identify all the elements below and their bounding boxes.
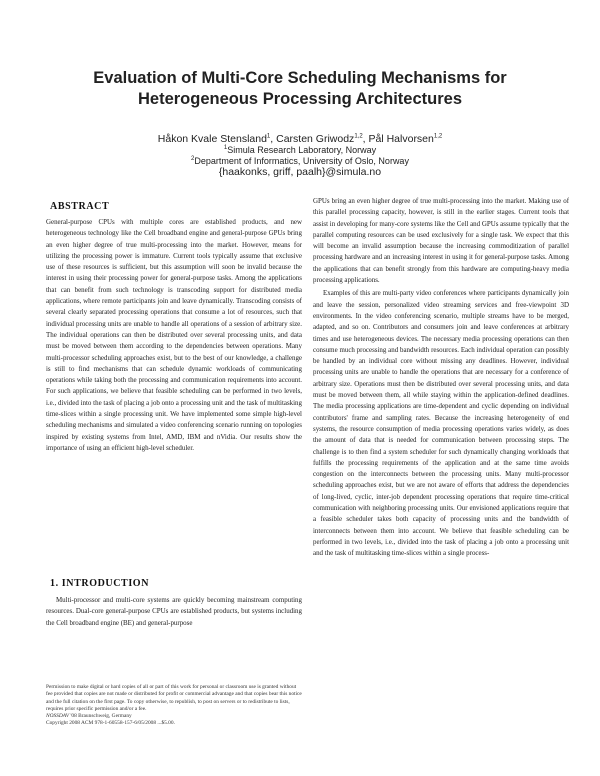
- author-emails: {haakonks, griff, paalh}@simula.no: [218, 166, 382, 178]
- author-affiliation-mark: 1: [266, 133, 271, 140]
- venue-location: '08 Braunschweig, Germany: [69, 713, 132, 720]
- permission-notice: [46, 684, 304, 728]
- abstract-heading: ABSTRACT: [50, 201, 110, 212]
- author-name: Carsten Griwodz: [276, 133, 355, 145]
- copyright-line: Copyright 2008 ACM 978-1-60558-157-6/05/2008 ...$5.00.: [46, 720, 175, 727]
- affiliation-text: Department of Informatics, University of Oslo, Norway: [194, 156, 409, 166]
- introduction-body-right: [313, 196, 569, 756]
- paper-title: [40, 68, 560, 110]
- author-separator: ,: [270, 133, 277, 145]
- author-name: Pål Halvorsen: [368, 133, 434, 145]
- introduction-paragraph: Examples of this are multi-party video conferences where participants dynamically join and leave the session, personalized video streaming services and free-viewpoint 3D environments. In the video conferencing scenario, multiple streams have to be merged, adapted, and so on. Contributors and consumers join and leave conferences at arbitrary times and use heterogeneous devices. The necessary media processing operations can then consume much processing and bandwidth resources. Each individual operation can possibly be handled by an individual core without missing any deadlines. However, individual processing units are unable to handle the operations that are necessary for a conference of arbitrary size. Operations must then be distributed over several processing units, and data must be moved between them, all while staying within the application-defined deadlines. The media processing applications are time-dependent and cyclic depending on individual contributors' frame and sampling rates. Because the increasing heterogeneity of end systems, the resource consumption of media processing operations varies widely, as does the amount of data that is needed for communication between processing steps. The challenge is to then find a system scheduler for such dynamically changing workloads that fulfills the processing requirements of the application and at the same time avoids congestion on the interconnects between the processing units. Many multi-processor scheduling approaches exist, but we are not aware of efforts that address the dependencies of long-lived, cyclic, inter-job dependent processing operations that require time-critical communication with neighboring processing units. Our envisioned applications require that a feasible scheduler takes both capacity of processing units and the bandwidth of interconnects between them into account. We believe that feasible scheduling can be performed in two levels, i.e., divided into the task of placing a job onto a processing unit and the task of multitasking time-slices within a single process-: [313, 289, 569, 558]
- permission-text: Permission to make digital or hard copies of all or part of this work for personal or classroom use is granted without fee provided that copies are not made or distributed for profit or commercial advantage and that copies bear this notice and the full citation on the first page. To copy otherwise, to republish, to post on servers or to redistribute to lists, requires prior specific permission and/or a fee.: [46, 684, 302, 712]
- paper-title-line-1: Evaluation of Multi-Core Scheduling Mechanisms for: [93, 69, 507, 87]
- affiliation-text: Simula Research Laboratory, Norway: [227, 145, 377, 155]
- introduction-paragraph: Multi-processor and multi-core systems are quickly becoming mainstream computing resources. Dual-core general-purpose CPUs are established products, but systems including the Cell broadband engine (BE) and general-purpose: [46, 596, 302, 627]
- affiliation-1: [40, 145, 560, 156]
- introduction-body-left: [46, 595, 302, 651]
- affiliation-mark: 1: [223, 145, 228, 151]
- introduction-heading: 1. INTRODUCTION: [50, 578, 150, 589]
- author-affiliation-mark: 1,2: [433, 133, 443, 140]
- abstract-body: [46, 217, 302, 563]
- paper-title-line-2: Heterogeneous Processing Architectures: [138, 90, 462, 108]
- affiliation-mark: 2: [191, 156, 195, 162]
- introduction-paragraph: GPUs bring an even higher degree of true multi-processing into the market. Making use of this parallel processing capacity, however, is still in the earlier stages. Current tools that assist in developing for many-core systems like the Cell and GPUs assume typically that the parallel computing resources can be used exclusively for a single task. We expect that this will become an invalid assumption because the increasing commoditization of parallel processing hardware and an increasing interest in using it for general-purpose tasks. Among the applications that can benefit strongly from this hardware are computing-heavy media processing applications.: [313, 197, 569, 285]
- author-name: Håkon Kvale Stensland: [157, 133, 267, 145]
- abstract-paragraph: General-purpose CPUs with multiple cores are established products, and new heterogeneous technology like the Cell broadband engine and general-purpose GPUs bring an even higher degree of true multi-processing into the market. However, means for utilizing the processing power is immature. Current tools typically assume that exclusive use of these resources is sufficient, but this assumption will soon be invalid because the interest in using their processing power for general-purpose tasks. Among the applications that can benefit from such technology is transcoding support for distributed media applications, where remote participants join and leave dynamically. Transcoding consists of several clearly separated processing operations that consume a lot of resources, such that individual processing units are unable to handle all operations of a session of arbitrary size. The individual operations can then be distributed over several processing units, and data must be moved between them according to the dependencies between operations. Many multi-processor scheduling approaches exist, but to the best of our knowledge, a challenge is still to find mechanisms that can schedule dynamic workloads of communicating operations while taking both the processing and communication requirements into account. For such applications, we believe that feasible scheduling can be performed in two levels, i.e., divided into the task of placing a job onto a processing unit and the task of multitasking time-slices within a single processing unit. We have implemented some simple high-level scheduling mechanisms and simulated a video conferencing scenario running on topologies inspired by existing systems from Intel, AMD, IBM and nVidia. Our results show the importance of using an efficient high-level scheduler.: [46, 218, 302, 452]
- author-separator: ,: [362, 133, 369, 145]
- author-affiliation-mark: 1,2: [354, 133, 363, 140]
- venue-name: NOSSDAV: [46, 713, 70, 720]
